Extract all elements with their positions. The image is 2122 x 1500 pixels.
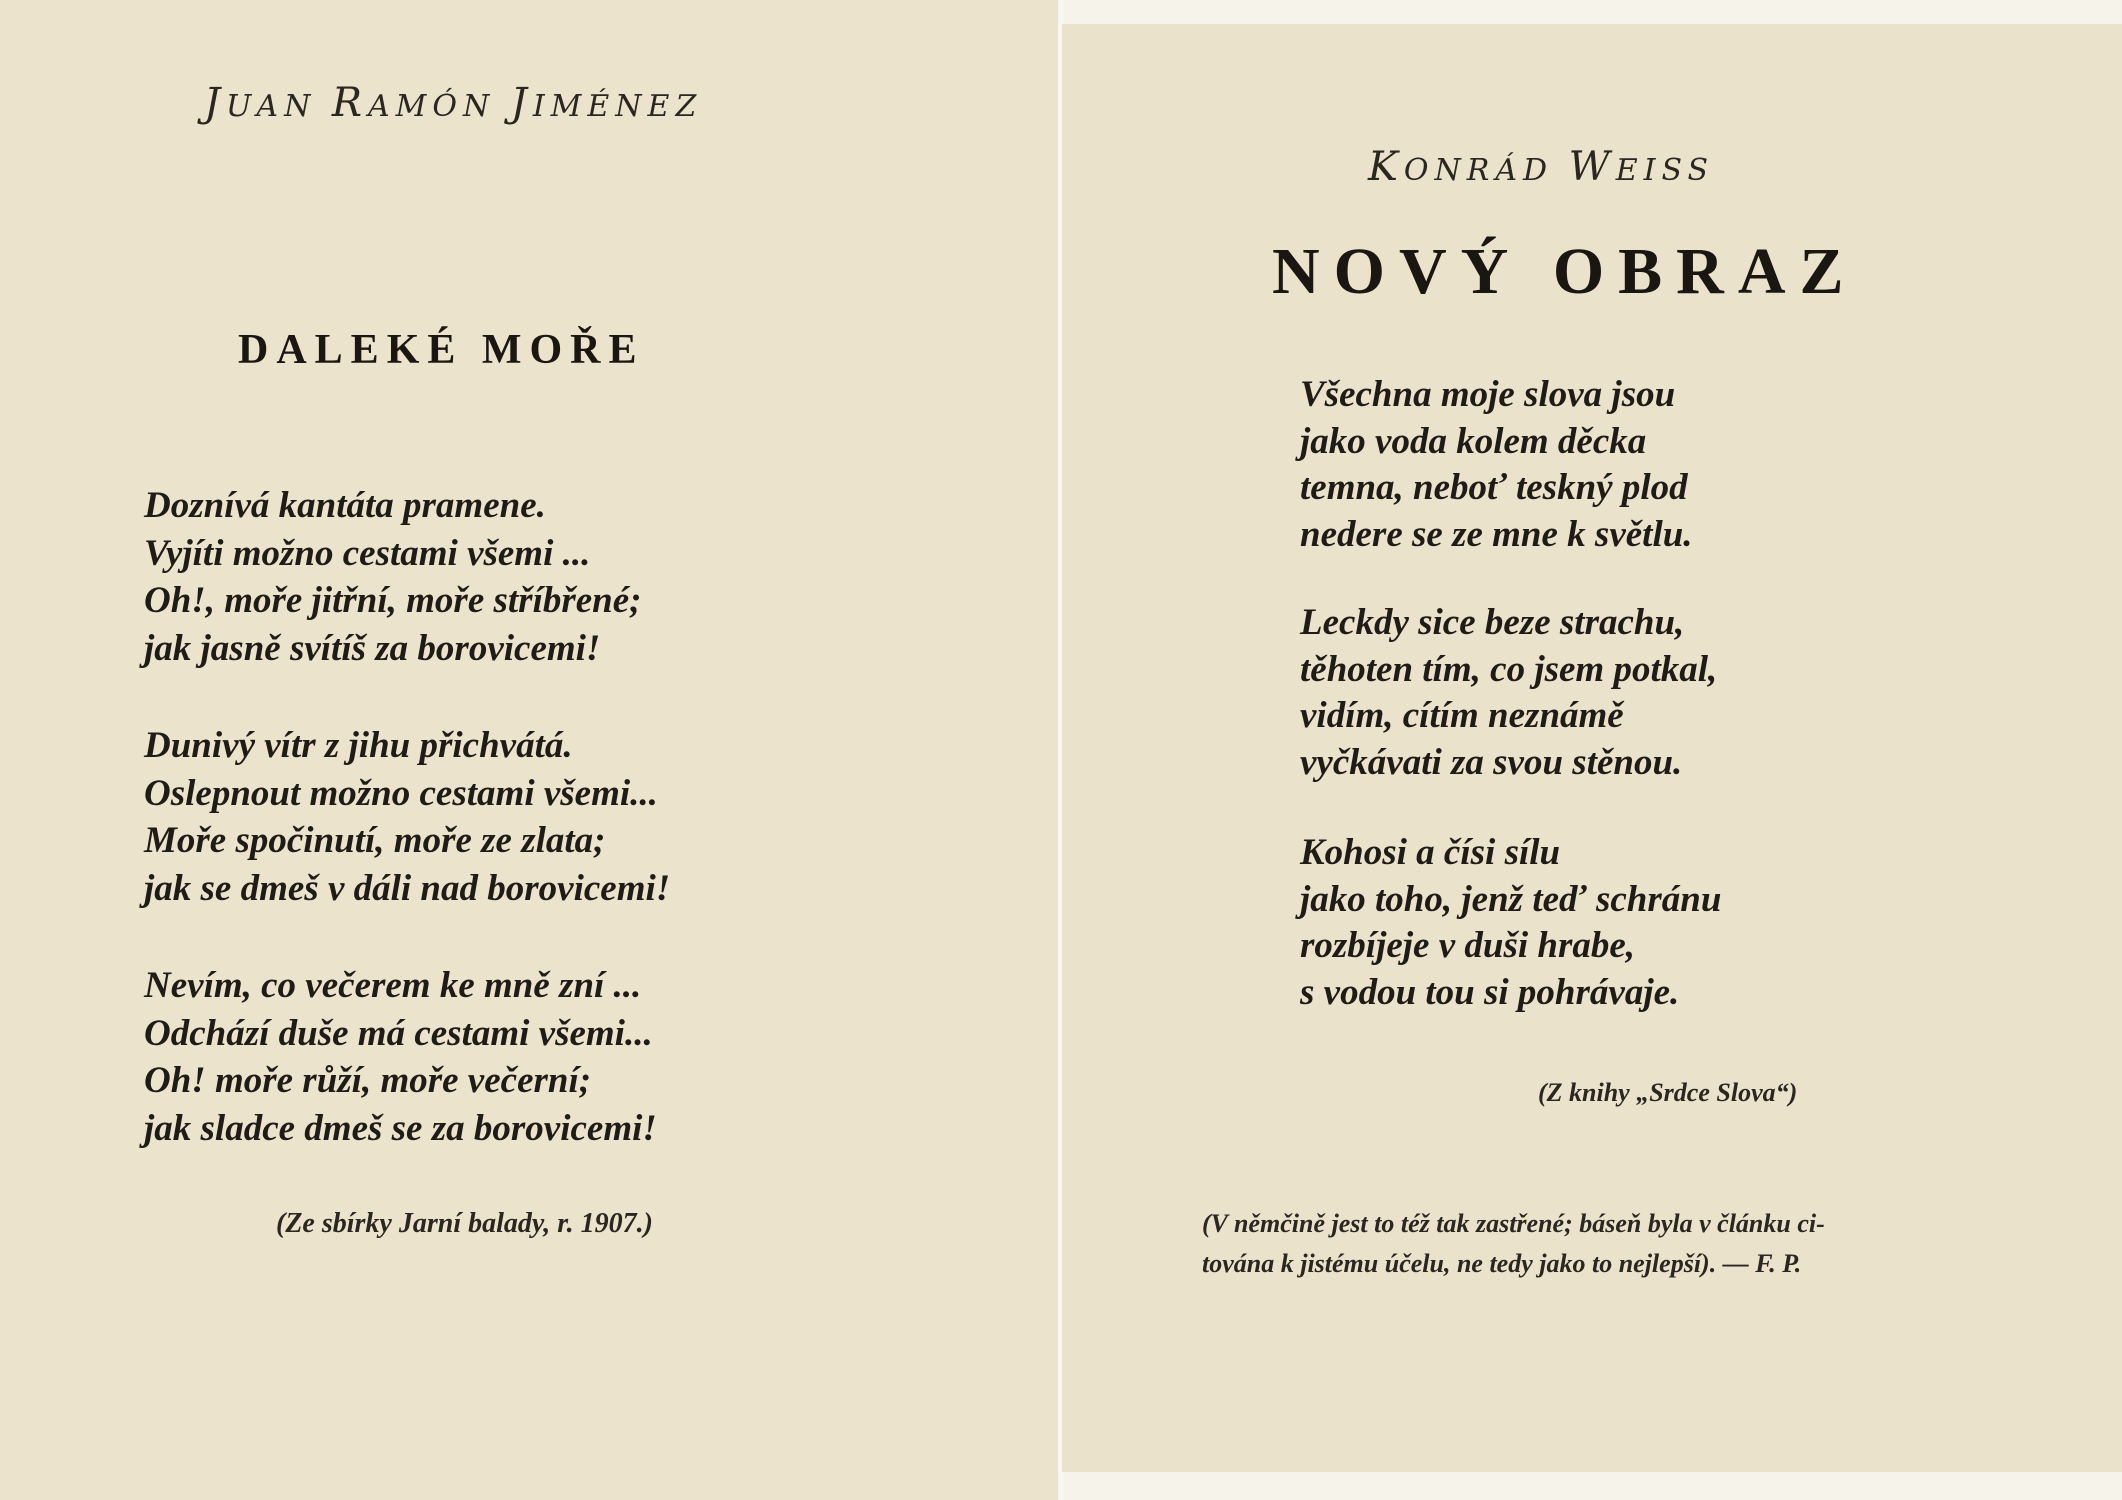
author-name-part: ONRÁD — [1403, 153, 1554, 188]
poem-line: Vyjíti možno cestami všemi ... — [144, 532, 591, 574]
author-name-part: AMÓN — [368, 89, 496, 124]
author-initial: K — [1368, 144, 1404, 190]
poem-line: Leckdy sice beze strachu, — [1300, 602, 1685, 643]
poem-line: rozbíjeje v duši hrabe, — [1300, 925, 1636, 966]
editor-note — [1202, 1204, 1825, 1284]
poem-line: jak se dmeš v dáli nad borovicemi! — [144, 867, 671, 909]
poem-line: Všechna moje slova jsou — [1300, 374, 1676, 415]
poem-line: jak jasně svítíš za borovicemi! — [144, 627, 601, 669]
author-initial: W — [1568, 144, 1616, 190]
author-name-part: UAN — [226, 89, 317, 124]
poem-line: Kohosi a čísi sílu — [1300, 832, 1561, 873]
right-stanza-3 — [1300, 830, 1721, 1016]
poem-line: vidím, cítím neznámě — [1300, 695, 1624, 736]
poem-line: vyčkávati za svou stěnou. — [1300, 741, 1683, 783]
left-stanza-1 — [144, 482, 642, 672]
right-author — [1368, 144, 1714, 190]
right-source-citation: (Z knihy „Srdce Slova“) — [1538, 1078, 1798, 1107]
poem-line: Moře spočinutí, moře ze zlata; — [144, 820, 606, 861]
poem-line: jako toho, jenž teď schránu — [1300, 878, 1722, 920]
poem-line: Nevím, co večerem ke mně zní ... — [144, 965, 642, 1006]
left-source-citation: (Ze sbírky Jarní balady, r. 1907.) — [276, 1208, 653, 1239]
poem-line: Odchází duše má cestami všemi... — [144, 1012, 653, 1054]
poem-line: Oslepnout možno cestami všemi... — [144, 772, 658, 814]
right-stanza-2 — [1300, 600, 1717, 786]
right-page — [1062, 24, 2122, 1472]
poem-line: Dunivý vítr z jihu přichvátá. — [144, 725, 573, 766]
right-stanza-1 — [1300, 372, 1693, 558]
author-name-part: EISS — [1615, 153, 1715, 188]
poem-line: Doznívá kantáta pramene. — [144, 485, 546, 526]
note-line: (V němčině jest to též tak zastřené; báseň byla v článku ci- — [1202, 1209, 1825, 1238]
author-initial: J — [510, 80, 533, 126]
poem-line: těhoten tím, co jsem potkal, — [1300, 648, 1718, 690]
poem-line: jako voda kolem děcka — [1300, 420, 1647, 462]
left-page — [0, 0, 1060, 1500]
left-author — [204, 80, 702, 126]
poem-line: jak sladce dmeš se za borovicemi! — [144, 1107, 657, 1149]
left-stanza-3 — [144, 962, 657, 1152]
left-stanza-2 — [144, 722, 670, 912]
poem-line: Oh! moře růží, moře večerní; — [144, 1060, 592, 1101]
poem-line: nedere se ze mne k světlu. — [1300, 513, 1693, 555]
author-initial: J — [204, 80, 227, 126]
right-poem-title: NOVÝ OBRAZ — [1272, 235, 1858, 308]
author-name-part: IMÉNEZ — [532, 89, 703, 124]
note-line: tována k jistému účelu, ne tedy jako to nejlepší). — F. P. — [1202, 1249, 1802, 1278]
poem-line: Oh!, moře jitřní, moře stříbřené; — [144, 580, 642, 621]
poem-line: s vodou tou si pohrávaje. — [1300, 971, 1680, 1013]
author-initial: R — [331, 80, 368, 126]
poem-line: temna, neboť teskný plod — [1300, 467, 1688, 508]
left-poem-title: DALEKÉ MOŘE — [238, 327, 645, 373]
